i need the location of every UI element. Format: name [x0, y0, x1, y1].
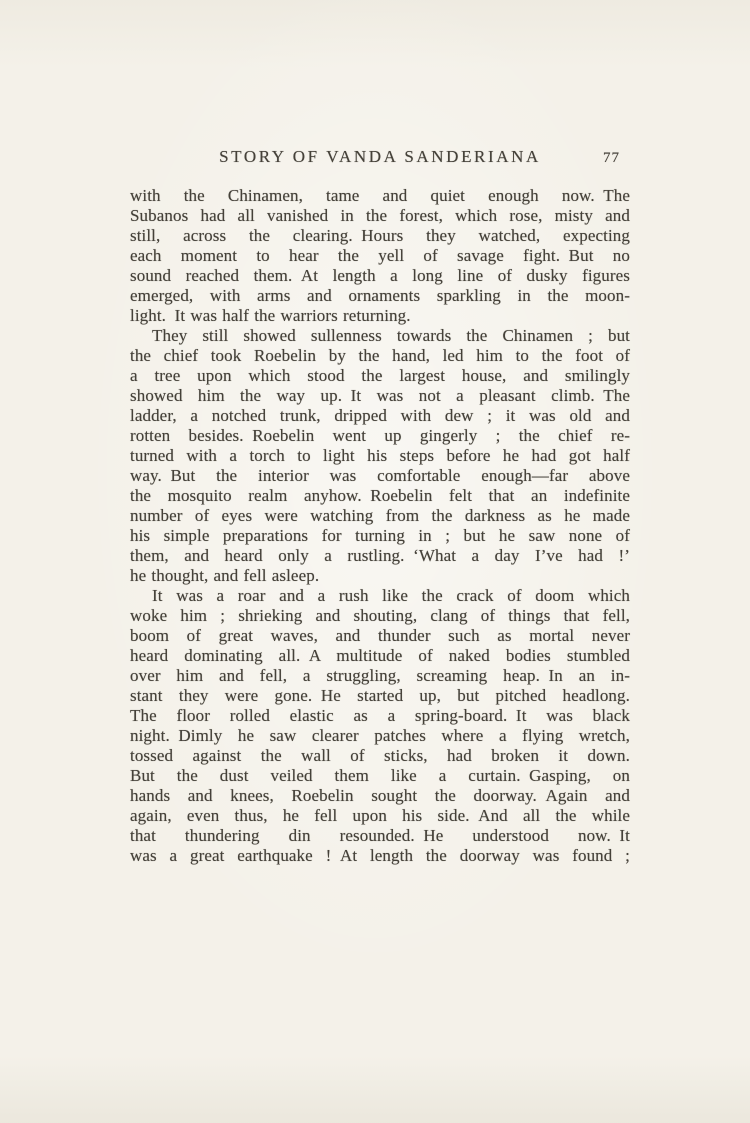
text-line: was a great earthquake ! At length the doorway was found ; — [130, 846, 630, 865]
text-line: way. But the interior was comfortable enough—far above — [130, 466, 630, 485]
text-line: Subanos had all vanished in the forest, which rose, misty and — [130, 206, 630, 225]
text-line: hands and knees, Roebelin sought the doorway. Again and — [130, 786, 630, 805]
text-line: stant they were gone. He started up, but pitched headlong. — [130, 686, 630, 705]
text-line: It was a roar and a rush like the crack of doom which — [152, 586, 630, 605]
text-line: them, and heard only a rustling. ‘What a day I’ve had !’ — [130, 546, 630, 565]
text-line: woke him ; shrieking and shouting, clang of things that fell, — [130, 606, 630, 625]
text-line: They still showed sullenness towards the Chinamen ; but — [152, 326, 630, 345]
text-line: his simple preparations for turning in ; but he saw none of — [130, 526, 630, 545]
paragraph — [130, 586, 630, 866]
text-line: sound reached them. At length a long line of dusky figures — [130, 266, 630, 285]
text-line: the mosquito realm anyhow. Roebelin felt that an indefinite — [130, 486, 630, 505]
text-line: number of eyes were watching from the darkness as he made — [130, 506, 630, 525]
page-number: 77 — [603, 150, 620, 166]
text-line: still, across the clearing. Hours they watched, expecting — [130, 226, 630, 245]
text-block — [130, 186, 630, 866]
text-line: emerged, with arms and ornaments sparkling in the moon- — [130, 286, 630, 305]
text-line: light. It was half the warriors returning. — [130, 306, 411, 325]
text-line: showed him the way up. It was not a pleasant climb. The — [130, 386, 630, 405]
text-line: night. Dimly he saw clearer patches where a flying wretch, — [130, 726, 630, 745]
text-line: over him and fell, a struggling, screaming heap. In an in- — [130, 666, 630, 685]
text-line: rotten besides. Roebelin went up gingerly ; the chief re- — [130, 426, 630, 445]
text-line: again, even thus, he fell upon his side. And all the while — [130, 806, 630, 825]
text-line: a tree upon which stood the largest house, and smilingly — [130, 366, 630, 385]
text-line: boom of great waves, and thunder such as mortal never — [130, 626, 630, 645]
paragraph — [130, 186, 630, 326]
running-title: STORY OF VANDA SANDERIANA — [219, 147, 541, 166]
paragraph — [130, 326, 630, 586]
page-header — [130, 147, 630, 171]
text-line: But the dust veiled them like a curtain. Gasping, on — [130, 766, 630, 785]
text-line: ladder, a notched trunk, dripped with dew ; it was old and — [130, 406, 630, 425]
text-line: with the Chinamen, tame and quiet enough now. The — [130, 186, 630, 205]
text-line: turned with a torch to light his steps before he had got half — [130, 446, 630, 465]
text-line: The floor rolled elastic as a spring-board. It was black — [130, 706, 630, 725]
text-line: he thought, and fell asleep. — [130, 566, 320, 585]
text-line: the chief took Roebelin by the hand, led him to the foot of — [130, 346, 630, 365]
text-line: that thundering din resounded. He understood now. It — [130, 826, 630, 845]
text-line: heard dominating all. A multitude of naked bodies stumbled — [130, 646, 630, 665]
text-line: each moment to hear the yell of savage fight. But no — [130, 246, 630, 265]
text-line: tossed against the wall of sticks, had broken it down. — [130, 746, 630, 765]
